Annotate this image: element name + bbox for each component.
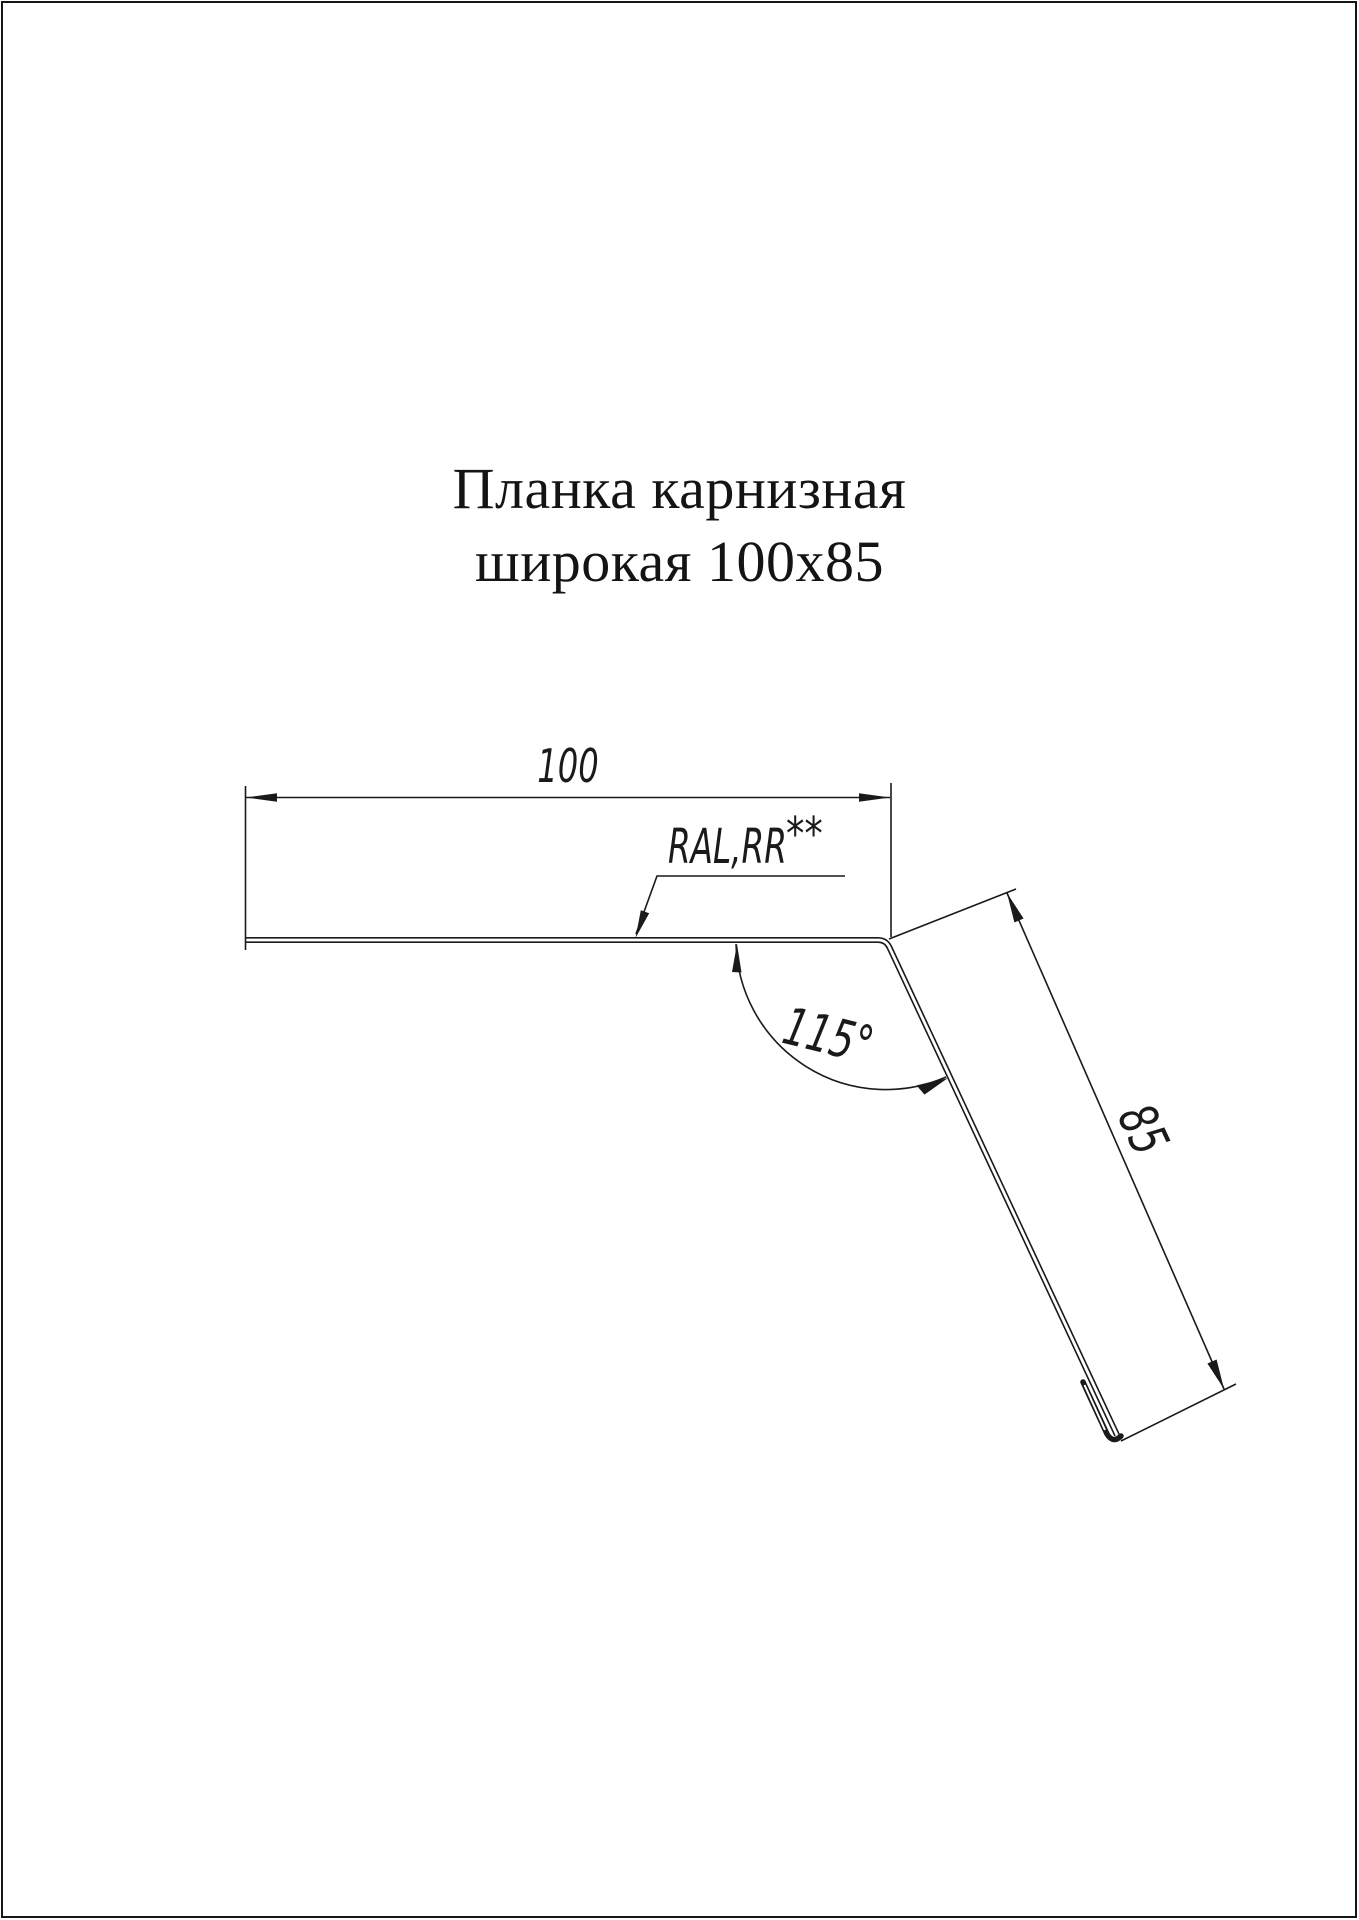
coating-leader-line	[636, 876, 845, 934]
dim-100-arrow-right	[859, 793, 890, 802]
coating-label-stars: **	[786, 806, 823, 862]
sheet-outline	[246, 940, 1117, 1435]
dim-85-extension-bottom	[1121, 1384, 1236, 1441]
angle-dim-label: 115°	[777, 995, 880, 1077]
dim-85-label: 85	[1105, 1095, 1181, 1164]
title-line-2: широкая 100х85	[475, 529, 884, 594]
dim-85-arrow-top	[1007, 893, 1024, 923]
title-line-1: Планка карнизная	[452, 456, 907, 521]
coating-label: RAL,RR	[668, 818, 787, 875]
dim-100-label: 100	[537, 740, 599, 794]
angle-dim-arrow-right	[917, 1078, 949, 1095]
dim-85-arrow-bottom	[1207, 1360, 1224, 1390]
coating-leader-arrow	[636, 910, 650, 938]
dim-100-arrow-left	[246, 793, 277, 802]
sheet-core-highlight	[246, 940, 1117, 1435]
dim-85-extension-top	[889, 889, 1016, 939]
angle-dim-arrow-top	[732, 944, 742, 973]
